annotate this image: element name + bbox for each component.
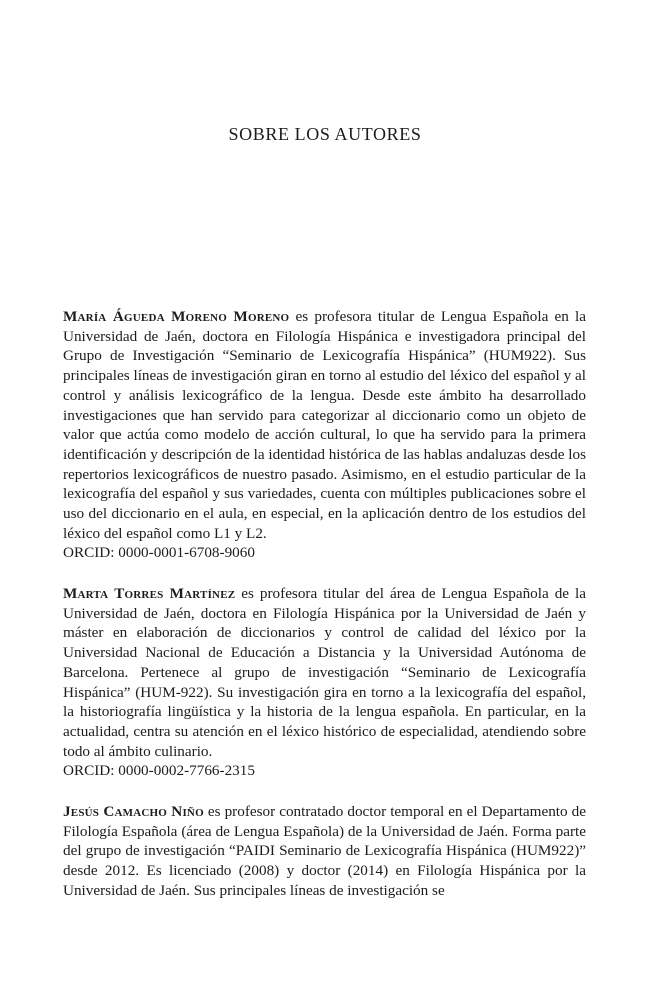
author-bio xyxy=(63,802,586,901)
bio-text: es profesora titular del área de Lengua Española de la Universidad de Jaén, doctora en Filología Hispánica por la Universidad de Jaén y máster en elaboración de diccionarios y control de calidad del léxico por la Universidad Nacional de Educación a Distancia y la Universidad Autónoma de Barcelona. Pertenece al grupo de investigación “Seminario de Lexicografía Hispánica” (HUM-922). Su investigación gira en torno a la lexicografía del español, la historiografía lingüística y la historia de la lengua española. En particular, en la actualidad, centra su atención en el léxico histórico de especialidad, atendiendo sobre todo al ámbito culinario. xyxy=(63,585,586,760)
bio-paragraph xyxy=(63,584,586,781)
orcid-id: ORCID: 0000-0002-7766-2315 xyxy=(63,762,255,780)
bio-paragraph xyxy=(63,802,586,901)
author-bio xyxy=(63,584,586,781)
bio-text: es profesor contratado doctor temporal en el Departamento de Filología Española (área de Lengua Española) de la Universidad de Jaén. Forma parte del grupo de investigación “PAIDI Seminario de Lexicografía Hispánica (HUM922)” desde 2012. Es licenciado (2008) y doctor (2014) en Filología Hispánica por la Universidad de Jaén. Sus principales líneas de investigación se xyxy=(63,803,586,899)
bio-text: es profesora titular de Lengua Española en la Universidad de Jaén, doctora en Filología Hispánica e investigadora principal del Grupo de Investigación “Seminario de Lexicografía Hispánica” (HUM922). Sus principales líneas de investigación giran en torno al estudio del léxico del español y al control y análisis lexicográfico de la lengua. Desde este ámbito ha desarrollado investigaciones que han servido para categorizar al diccionario como un objeto de valor que actúa como modelo de acción cultural, lo que ha servido para la primera identificación y descripción de la identidad histórica de las hablas andaluzas desde los repertorios lexicográficos de nuestro pasado. Asimismo, en el estudio particular de la lexicografía del español y sus variedades, cuenta con múltiples publicaciones sobre el uso del diccionario en el aula, en especial, en la aplicación dentro de los estudios del léxico del español como L1 y L2. xyxy=(63,308,587,542)
orcid-id: ORCID: 0000-0001-6708-9060 xyxy=(63,544,255,562)
author-name: María Águeda Moreno Moreno xyxy=(63,308,290,325)
author-bio xyxy=(63,307,586,563)
bio-paragraph xyxy=(63,307,586,563)
page-title: SOBRE LOS AUTORES xyxy=(228,124,422,144)
author-name: Jesús Camacho Niño xyxy=(63,803,204,820)
author-name: Marta Torres Martínez xyxy=(63,585,236,602)
